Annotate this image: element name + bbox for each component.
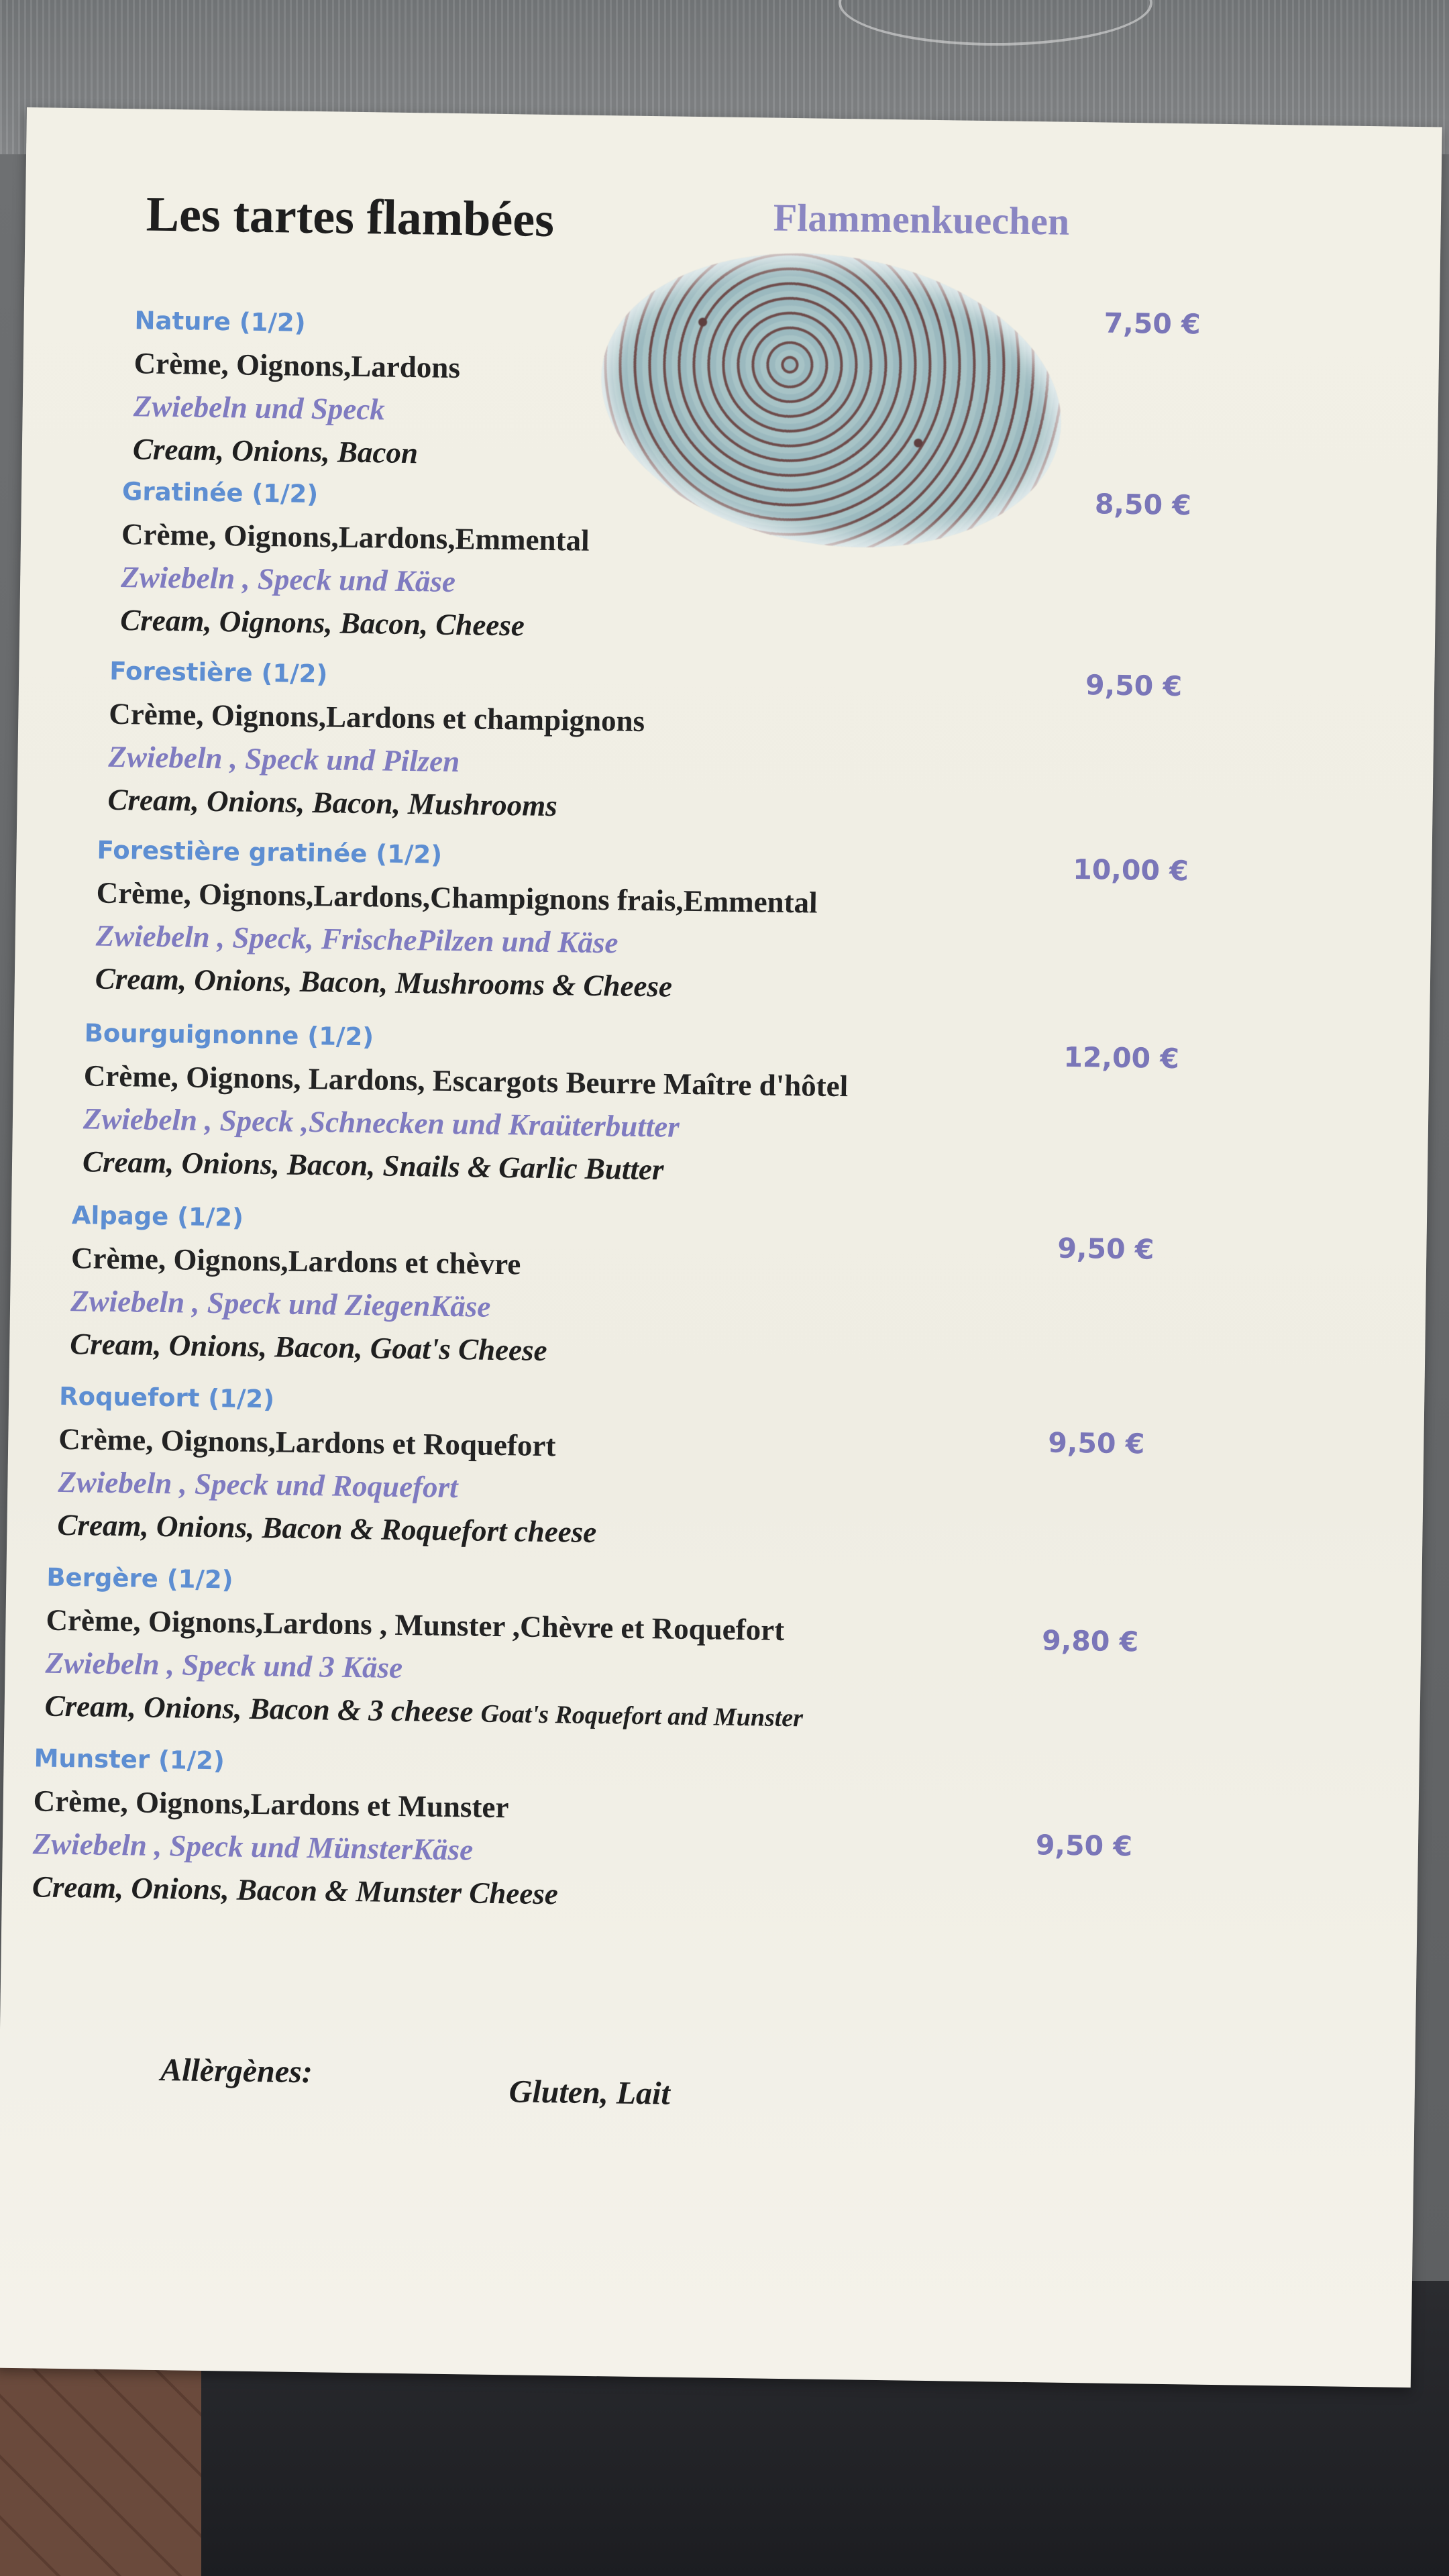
item-desc-en: Cream, Onions, Bacon & 3 cheese Goat's Roquefort and Munster — [44, 1688, 804, 1733]
item-desc-de: Zwiebeln , Speck ,Schnecken und Kraüterbutter — [83, 1102, 680, 1144]
item-desc-en: Cream, Onions, Bacon, Mushrooms — [107, 782, 558, 823]
item-desc-fr: Crème, Oignons,Lardons , Munster ,Chèvre et Roquefort — [46, 1603, 785, 1647]
menu-item — [57, 1376, 598, 1554]
menu-page — [0, 107, 1442, 2387]
item-desc-en: Cream, Onions, Bacon, Mushrooms & Cheese — [95, 961, 673, 1004]
item-desc-de: Zwiebeln , Speck und Käse — [120, 560, 456, 598]
menu-item — [95, 830, 818, 1010]
item-desc-en: Cream, Onions, Bacon — [132, 432, 419, 470]
item-desc-fr: Crème, Oignons,Lardons — [133, 346, 461, 385]
item-name: Forestière gratinée (1/2) — [97, 835, 443, 869]
item-desc-de: Zwiebeln , Speck und 3 Käse — [45, 1646, 403, 1685]
item-desc-en-extra: Goat's Roquefort and Munster — [480, 1699, 804, 1733]
menu-item — [120, 471, 590, 648]
item-desc-fr: Crème, Oignons,Lardons et chèvre — [70, 1241, 521, 1281]
item-desc-en: Cream, Onions, Bacon, Goat's Cheese — [69, 1327, 547, 1368]
item-desc-de: Zwiebeln , Speck und Pilzen — [108, 739, 460, 779]
item-price: 9,50 € — [1057, 1232, 1155, 1266]
item-desc-en: Cream, Onions, Bacon & Munster Cheese — [32, 1870, 559, 1911]
item-desc-en: Cream, Oignons, Bacon, Cheese — [119, 603, 525, 643]
item-desc-fr: Crème, Oignons,Lardons,Emmental — [121, 517, 590, 557]
item-price: 9,50 € — [1048, 1426, 1145, 1460]
item-desc-fr: Crème, Oignons,Lardons et champignons — [109, 696, 645, 738]
item-price: 8,50 € — [1094, 488, 1192, 522]
menu-item — [32, 1737, 560, 1915]
item-desc-fr: Crème, Oignons,Lardons et Munster — [33, 1784, 509, 1825]
item-desc-fr: Crème, Oignons, Lardons, Escargots Beurre Maître d'hôtel — [83, 1059, 849, 1104]
item-name: Alpage (1/2) — [71, 1201, 244, 1232]
item-name: Nature (1/2) — [134, 306, 306, 337]
item-price: 9,50 € — [1035, 1829, 1133, 1863]
menu-item — [44, 1557, 805, 1738]
item-desc-fr: Crème, Oignons,Lardons,Champignons frais,Emmental — [96, 875, 818, 920]
allergens-label: Allèrgènes: — [160, 2052, 313, 2090]
menu-item — [132, 300, 461, 475]
menu-subtitle: Flammenkuechen — [773, 195, 1070, 244]
item-desc-de: Zwiebeln und Speck — [133, 389, 386, 427]
menu-item — [83, 1012, 849, 1193]
item-desc-de: Zwiebeln , Speck und ZiegenKäse — [70, 1284, 491, 1324]
item-name: Gratinée (1/2) — [121, 477, 319, 509]
item-desc-de: Zwiebeln , Speck und MünsterKäse — [32, 1827, 474, 1867]
item-price: 9,50 € — [1085, 669, 1183, 703]
item-name: Forestière (1/2) — [109, 656, 328, 689]
item-name: Bourguignonne (1/2) — [84, 1018, 374, 1052]
item-desc-de: Zwiebeln , Speck und Roquefort — [58, 1464, 458, 1505]
item-desc-en: Cream, Onions, Bacon & Roquefort cheese — [57, 1507, 597, 1550]
item-desc-en: Cream, Onions, Bacon, Snails & Garlic Butter — [82, 1144, 664, 1187]
item-price: 9,80 € — [1041, 1624, 1139, 1658]
menu-title: Les tartes flambées — [146, 186, 555, 248]
item-desc-fr: Crème, Oignons,Lardons et Roquefort — [58, 1421, 556, 1463]
item-name: Munster (1/2) — [34, 1743, 225, 1776]
allergens-value: Gluten, Lait — [508, 2074, 671, 2112]
item-name: Bergère (1/2) — [46, 1562, 233, 1595]
item-name: Roquefort (1/2) — [58, 1381, 275, 1414]
item-desc-de: Zwiebeln , Speck, FrischePilzen und Käse — [95, 918, 619, 960]
item-price: 7,50 € — [1104, 307, 1201, 341]
menu-item — [107, 651, 645, 828]
tarte-flambee-image — [580, 223, 1082, 578]
item-price: 10,00 € — [1072, 853, 1189, 888]
item-price: 12,00 € — [1063, 1040, 1180, 1075]
menu-item — [70, 1195, 549, 1372]
